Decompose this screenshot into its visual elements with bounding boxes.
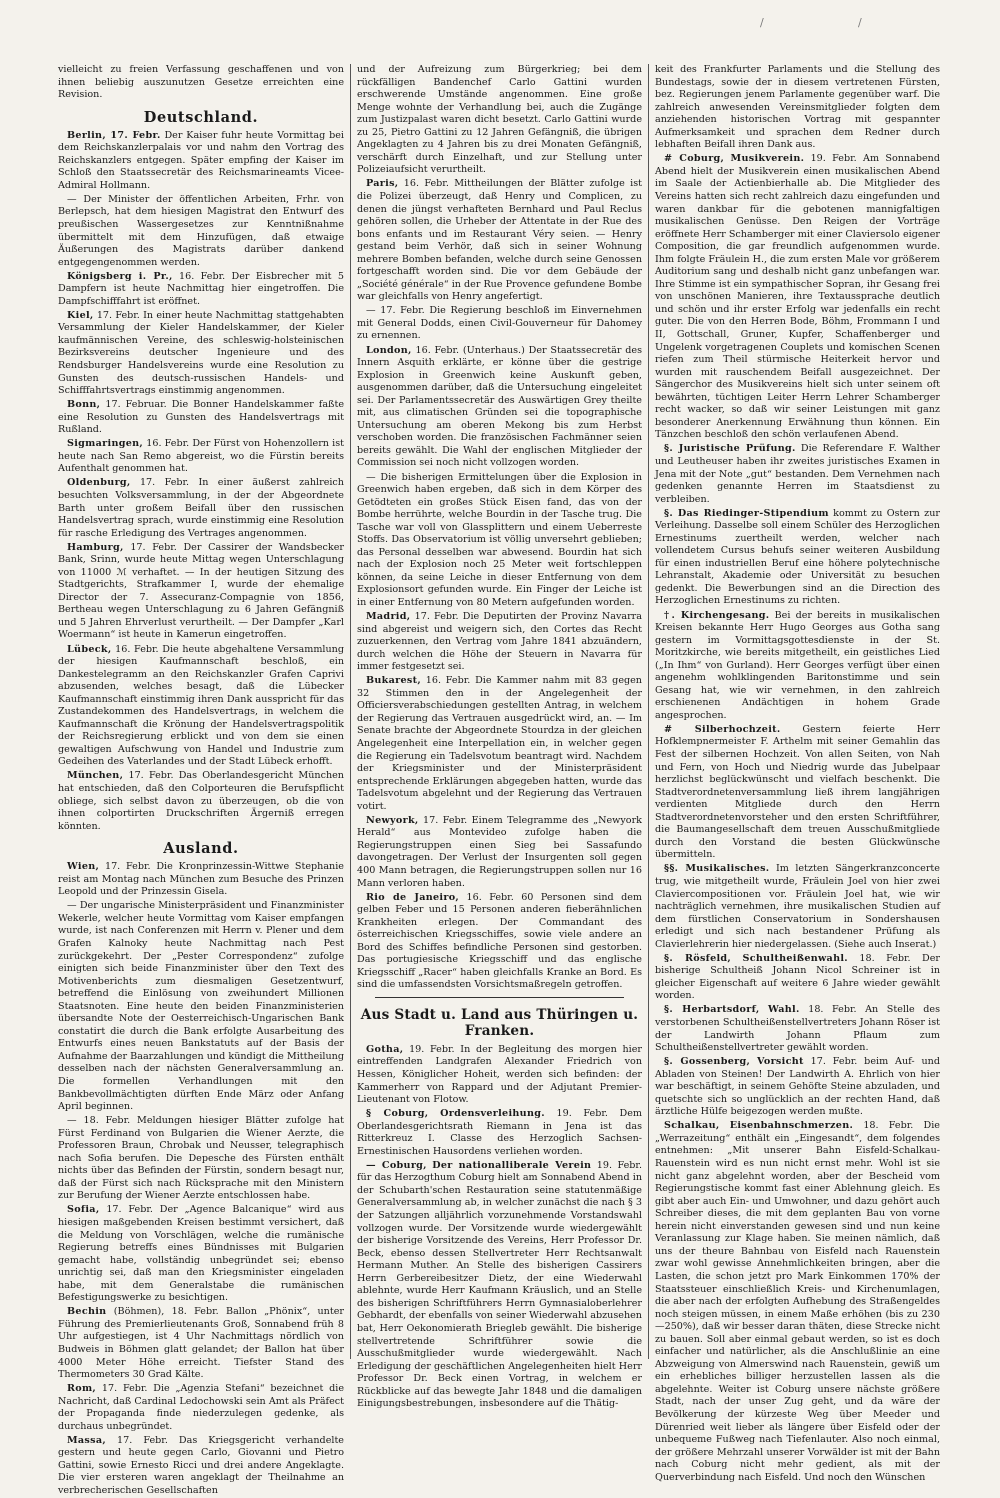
- dateline: Sigmaringen,: [67, 438, 144, 450]
- dateline: Newyork,: [366, 814, 419, 826]
- article-text: 17. Febr. Die Deputirten der Provinz Navarra sind abgereist und weigern sich, den Cortes das Recht zuzuerkennen, den Vertrag vom Jahre 1841 abzuändern, durch welchen die Höhe der Steuern in Navarra für immer festgesetzt sei.: [357, 611, 642, 673]
- article: [58, 1204, 344, 1304]
- article: [655, 153, 940, 442]
- article: [58, 271, 344, 309]
- article-headline: Musikverein.: [730, 153, 805, 165]
- dateline: Paris,: [366, 178, 399, 190]
- article: [357, 892, 642, 992]
- article: [58, 644, 344, 769]
- article-text: 16. Febr. (Unterhaus.) Der Staatssecretär des Innern Asquith erklärte, er könne über die gestrige Explosion in Greenwich keine Auskunft geben, ausgenommen darüber, daß die Untersuchung eingeleitet sei. Der Parlamentssecretär des Auswärtigen Grey theilte mit, aus climatischen Gründen sei die topographische Untersuchung am oberen Mekong bis zum Herbst verschoben worden. Die französischen Fachmänner seien bereits gewählt. Die Wahl der englischen Mitglieder der Commission sei noch nicht vollzogen worden.: [357, 344, 642, 469]
- dateline: § Coburg,: [366, 1108, 429, 1120]
- dateline: Bukarest,: [366, 675, 421, 687]
- article: [357, 1108, 642, 1158]
- article-text: 18. Febr. Die „Werrazeitung“ enthält ein „Eingesandt“, dem folgendes entnehmen: „Mit unserer Bahn Eisfeld-Schalkau-Rauenstein wird es nun nicht ernst mehr. Wohl ist sie nicht ganz abgelehnt worden, aber der Bescheid vom Regierungstische kommt fast einer Ablehnung gleich. Es gibt aber auch Ein- und Umwohner, und dazu gehört auch Schreiber dieses, die mit dem geplanten Bau von vorne herein nicht einverstanden gewesen sind und nun keine Veranlassung zur Klage haben. Sie meinen nämlich, daß uns der theure Bahnbau von Eisfeld nach Rauenstein zwar wohl gewisse Annehmlichkeiten bringen, aber die Lasten, die schon jetzt pro Mark Einkommen 170% der Staatssteuer einschließlich Kreis- und Kirchenumlagen, die aber nach der erfolgten Aufhebung des Straßengeldes noch steigen müssen, in einem Maße erhöhen (bis zu 230—250%), daß wir besser daran thäten, diese Strecke nicht zu bauen. Soll aber einmal gebaut werden, so ist es doch einfacher und natürlicher, als die Anschlußlinie an eine Abzweigung von Almerswind nach Rauenstein, gewiß um ein erhebliches billiger herzustellen lassen als die abgelehnte. Weiter ist Coburg unsere nächste größere Stadt, nach der unser Zug geht, und da wäre der Bevölkerung der kürzeste Weg über Meeder und Dürenried weit lieber als längere über Eisfeld oder der unbequeme Fußweg nach Tiefenlauter. Also noch einmal, der größere Mehrzahl unserer Vorwälder ist mit der Bahn nach Coburg nicht mehr gedient, als mit der Querverbindung nach Eisfeld. Und noch den Wünschen: [655, 1120, 940, 1483]
- article-text: 17. Febr. Das Kriegsgericht verhandelte gestern und heute gegen Carlo, Giovanni und Pietro Gattini, sowie Ernesto Ricci und drei andere Angeklagte. Die vier ersteren waren angeklagt der Theilnahme an verbrecherischen Gesellschaften: [58, 1434, 344, 1497]
- dateline: Massa,: [67, 1434, 106, 1446]
- article: [357, 1160, 642, 1411]
- article-text: 16. Febr. Der Eisbrecher mit 5 Dampfern ist heute Nachmittag hier eingetroffen. Die Dampfschifffahrt ist eröffnet.: [58, 270, 344, 307]
- article-text: Gestern feierte Herr Hofklempnermeister F. Arthelm mit seiner Gemahlin das Fest der silbernen Hochzeit. Von allen Seiten, von Nah und Fern, von Hoch und Niedrig wurde das Jubelpaar herzlichst beglückwünscht und vielfach beschenkt. Die Stadtverordnetenversammlung ließ ihrem langjährigen verdienten Mitgliede durch den Herrn Stadtverordnetenvorsteher und den ersten Schriftführer, die Baumangesellschaft dem treuen Ausschußmitgliede durch den Vorstand die besten Glückwünsche übermitteln.: [655, 723, 940, 861]
- dateline: München,: [67, 770, 124, 782]
- dateline: Rio de Janeiro,: [366, 891, 460, 903]
- article-text: 17. Febr. beim Auf- und Abladen von Steinen! Der Landwirth A. Ehrlich von hier war beschäftigt, in seinem Gehöfte Steine abzuladen, und quetschte sich so unglücklich an der rechten Hand, daß ärztliche Hülfe beigezogen werden mußte.: [655, 1056, 940, 1118]
- dateline: †. Kirchengesang.: [664, 609, 770, 621]
- article: [58, 1306, 344, 1381]
- article: [58, 1383, 344, 1433]
- section-divider: [375, 997, 624, 998]
- article-headline: Ordensverleihung.: [440, 1108, 545, 1120]
- dateline: Schalkau,: [664, 1120, 720, 1132]
- article-text: 17. Febr. Der Cassirer der Wandsbecker Bank, Srinn, wurde heute Mittag wegen Unterschlagung von 11000 ℳ verhaftet. — In der heutigen Sitzung des Stadtgerichts, Strafkammer I, wurde der ehemalige Director der 7. Assecuranz-Compagnie von 1856, Bertheau wegen Unterschlagung zu 6 Jahren Gefängniß und 5 Jahren Ehrverlust verurtheilt. — Der Dampfer „Karl Woermann“ ist heute in Kamerun eingetroffen.: [58, 541, 344, 641]
- article-text: Die Referendare F. Walther und Leutheuser haben ihr zweites juristisches Examen in Jena mit der Note „gut“ bestanden. Dem Vernehmen nach gedenken genannte Herren im Staatsdienst zu verbleiben.: [655, 443, 940, 505]
- article-text: 19. Febr. Dem Oberlandesgerichtsrath Riemann in Jena ist das Ritterkreuz I. Classe des Herzoglich Sachsen-Ernestinischen Hausordens verliehen worden.: [357, 1108, 642, 1157]
- article-text: 16. Febr. Mittheilungen der Blätter zufolge ist die Polizei überzeugt, daß Henry und Complicen, zu denen die jüngst verhafteten Bernhard und Paul Reclus gehören sollen, die Urheber der Attentate in der Rue des bons enfants und im Restaurant Véry seien. — Henry gestand beim Verhör, daß sich in seiner Wohnung mehrere Bomben befanden, welche durch seine Genossen fortgeschafft worden sind. Die vor dem Gebäude der „Société générale“ in der Rue Provence gefundene Bombe war gleichfalls von Henry angefertigt.: [357, 178, 642, 303]
- column-1: [52, 64, 350, 1497]
- article: [655, 443, 940, 506]
- article-text: 16. Febr. 60 Personen sind dem gelben Feber und 15 Personen anderen fieberähnlichen Krankheiten erlegen. Der Commandant des österreichischen Kriegsschiffes, sowie viele andere an Bord des Schiffes befindliche Personen sind gestorben. Das portugiesische Kriegsschiff und das englische Kriegsschiff „Racer“ haben gleichfalls Kranke an Bord. Es sind die umfassendsten Vorsichtsmaßregeln getroffen.: [357, 891, 642, 991]
- article: [655, 1056, 940, 1119]
- article-headline: Der nationalliberale Verein: [432, 1159, 592, 1171]
- dateline: Hamburg,: [67, 541, 124, 553]
- margin-mark: /: [760, 16, 764, 29]
- article-text: Der Kaiser fuhr heute Vormittag bei dem Reichskanzlerpalais vor und nahm den Vortrag des Reichskanzlers entgegen. Später empfing der Kaiser im Schloß den Staatssecretär des Reichsmarineamts Vicee-Admiral Hollmann.: [58, 129, 344, 191]
- article: [655, 953, 940, 1003]
- article-text: 17. Febr. Einem Telegramme des „Newyork Herald“ aus Montevideo zufolge haben die Regierungstruppen einen Sieg bei Sassafundo davongetragen. Der Verlust der Insurgenten soll gegen 400 Mann betragen, die Regierungstruppen sollen nur 16 Mann verloren haben.: [357, 814, 642, 889]
- article: [357, 345, 642, 470]
- article-text: vielleicht zu freien Verfassung geschaffenen und von ihnen beliebig auszunutzen Gesetze erreichten eine Revision.: [58, 64, 344, 101]
- article-text: 17. Febr. In einer heute Nachmittag stattgehabten Versammlung der Kieler Handelskammer, der Kieler kaufmännischen Vereine, des schleswig-holsteinischen Bezirksvereins deutscher Ingenieure und des Rendsburger Handelsvereins wurde eine Resolution zu Gunsten des deutsch-russischen Handels- und Schifffahrtsvertrags einstimmig angenommen.: [58, 309, 344, 397]
- column-3: [648, 64, 946, 1483]
- article-text: (Böhmen), 18. Febr. Ballon „Phönix“, unter Führung des Premierlieutenants Groß, Sonnabend früh 8 Uhr aufgestiegen, ist 4 Uhr Nachmittags nördlich von Budweis in Böhmen glatt gelandet; der Ballon hat über 4000 Meter Höhe erreicht. Tiefster Stand des Thermometers 30 Grad Kälte.: [58, 1306, 344, 1381]
- article: — 18. Febr. Meldungen hiesiger Blätter zufolge hat Fürst Ferdinand von Bulgarien die Wiener Aerzte, die Professoren Braun, Chrobak und Neusser, telegraphisch nach Sofia berufen. Die Depesche des Fürsten enthält nichts über das Befinden der Fürstin, sondern besagt nur, daß der Fürst sich nach Rücksprache mit den Ministern zur Berufung der Wiener Aerzte entschlossen habe.: [58, 1115, 344, 1202]
- dateline: Rom,: [67, 1383, 97, 1395]
- column-2: [350, 64, 648, 1410]
- article: [357, 611, 642, 674]
- article: [58, 399, 344, 437]
- article: [655, 610, 940, 723]
- article: [58, 542, 344, 642]
- dateline: Gotha,: [366, 1043, 404, 1055]
- dateline: # Silberhochzeit.: [664, 723, 781, 735]
- article: — 17. Febr. Die Regierung beschloß im Einvernehmen mit General Dodds, einen Civil-Gouverneur für Dahomey zu ernennen.: [357, 305, 642, 342]
- dateline: — Coburg,: [366, 1159, 427, 1171]
- dateline: §. Herbartsdorf,: [664, 1004, 760, 1016]
- article-headline: Schultheißenwahl.: [742, 952, 848, 964]
- section-heading-deutschland: Deutschland.: [143, 108, 259, 126]
- article: [357, 178, 642, 303]
- article-text: und der Aufreizung zum Bürgerkrieg; bei dem rückfälligen Bandenchef Carlo Gattini wurden erschwerende Umstände angenommen. Eine große Menge wohnte der Verhandlung bei, auch die Zugänge zum Justizpalast waren dicht besetzt. Carlo Gattini wurde zu 25, Pietro Gattini zu 12 Jahren Gefängniß, die übrigen Angeklagten zu 4 Jahren bis zu drei Monaten Gefängniß, verschärft durch Einzelhaft, und zur Stellung unter Polizeiaufsicht verurtheilt.: [357, 64, 642, 176]
- dateline: Wien,: [67, 861, 100, 873]
- article: [655, 724, 940, 862]
- article-text: 18. Febr. An Stelle des verstorbenen Schultheißenstellvertreters Johann Röser ist der Landwirth Johann Pflaum zum Schultheißenstellvertreter gewählt worden.: [655, 1004, 940, 1054]
- dateline: §. Juristische Prüfung.: [664, 443, 796, 455]
- article-text: 19. Febr. Am Sonnabend Abend hielt der Musikverein einen musikalischen Abend im Saale der Actienbierhalle ab. Die Mitglieder des Vereins hatten sich recht zahlreich dazu eingefunden und waren dankbar für die gebotenen mannigfaltigen musikalischen Genüsse. Den Reigen der Vorträge eröffnete Herr Schamberger mit einer Claviersolo eigener Composition, die gar freundlich aufgenommen wurde. Ihm folgte Fräulein H., die zum ersten Male vor größerem Auditorium sang und deshalb nicht ganz unbefangen war. Ihre Stimme ist ein sympathischer Sopran, ihr Gesang frei von unschönen Manieren, ihre Textaussprache deutlich und schön und ihr erster Erfolg war jedenfalls ein recht guter. Die von den Herren Bode, Böhm, Frommann I und II, Gottschall, Gruner, Kupfer, Schaffenberger und Ungelenk vorgetragenen Couplets und komischen Scenen riefen zum Theil stürmische Heiterkeit hervor und wurden mit rauschendem Beifall ausgezeichnet. Der Sängerchor des Musikvereins hielt sich unter seinem oft bewährten, tüchtigen Leiter Herrn Lehrer Schamberger recht wacker, so daß wir seiner Leistungen mit ganz besonderer Anerkennung Erwähnung thun können. Ein Tänzchen beschloß den schön verlaufenen Abend.: [655, 153, 940, 441]
- article-headline: Eisenbahnschmerzen.: [729, 1120, 854, 1132]
- dateline: §§. Musikalisches.: [664, 863, 770, 875]
- dateline: Oldenburg,: [67, 477, 131, 489]
- article-text: 17. Febr. Der „Agence Balcanique“ wird aus hiesigen maßgebenden Kreisen bestimmt versichert, daß die Meldung von Vorschlägen, welche die rumänische Regierung betreffs eines Bündnisses mit Bulgarien gemacht habe, vollständig unbegründet sei; ebenso unrichtig sei, daß man den Kriegsminister eingeladen habe, mit dem Generalstabe die rumänischen Befestigungswerke zu besichtigen.: [58, 1204, 344, 1304]
- article: [58, 477, 344, 540]
- article-text: 16. Febr. Der Fürst von Hohenzollern ist heute nach San Remo abgereist, wo die Fürstin bereits Aufenthalt genommen hat.: [58, 438, 344, 475]
- article: [357, 815, 642, 890]
- article-text: 16. Febr. Die Kammer nahm mit 83 gegen 32 Stimmen den in der Angelegenheit der Officiersverabschiedungen gestellten Antrag, in welchem der Regierung das Vertrauen ausgedrückt wird, an. — Im Senate brachte der Abgeordnete Stourdza in der gleichen Angelegenheit eine Interpellation ein, in welcher gegen die Regierung ein Tadelsvotum beantragt wird. Nachdem der Kriegsminister und der Ministerpräsident entsprechende Erklärungen abgegeben hatten, wurde das Tadelsvotum abgelehnt und der Regierung das Vertrauen votirt.: [357, 675, 642, 812]
- article: [58, 130, 344, 193]
- article: [655, 1004, 940, 1054]
- dateline: Bonn,: [67, 399, 101, 411]
- margin-mark: /: [858, 16, 862, 29]
- article: [58, 1435, 344, 1498]
- article: [58, 310, 344, 398]
- article-text: 17. Febr. Die „Agenzia Stefani“ bezeichnet die Nachricht, daß Cardinal Ledochowski sein Amt als Präfect der Propaganda finde niederzulegen gedenke, als durchaus unbegründet.: [58, 1383, 344, 1432]
- dateline: # Coburg,: [664, 153, 725, 165]
- article: — Der Minister der öffentlichen Arbeiten, Frhr. von Berlepsch, hat dem hiesigen Magistrat den Entwurf des preußischen Wassergesetzes zur Kenntnißnahme übermittelt mit dem Hinzufügen, daß etwaige Äußerungen des Magistrats darüber dankend entgegengenommen werden.: [58, 193, 344, 268]
- article-headline: Vorsicht: [757, 1056, 804, 1068]
- article-text: Bei der bereits in musikalischen Kreisen bekannte Herr Hugo Georges aus Gotha sang gestern im Vormittagsgottesdienste in der St. Moritzkirche, wie bereits mitgetheilt, ein geistliches Lied („In Ihm“ von Gurland). Herr Georges verfügt über einen angenehm wohlklingenden Baritonstimme und sein Gesang hat, wie wir vernehmen, in den zahlreich erschienenen Andächtigen in hohem Grade angesprochen.: [655, 609, 940, 721]
- article-text: 19. Febr. für das Herzogthum Coburg hielt am Sonnabend Abend in der Schubarth'schen Restauration seine statutenmäßige Generalversammlung ab, in welcher zunächst die nach § 3 der Satzungen alljährlich vorzunehmende Vorstandswahl vollzogen wurde. Der Vorsitzende wurde wiedergewählt der bisherige Vorsitzende des Vereins, Herr Professor Dr. Beck, ebenso dessen Stellvertreter Herr Rechtsanwalt Hermann Muther. An Stelle des bisherigen Cassirers Herrn Gerbereibesitzer Dietz, der eine Wiederwahl ablehnte, wurde Herr Kaufmann Kräuslich, und an Stelle des bisherigen Schriftführers Herrn Gymnasialoberlehrer Gebhardt, der ebenfalls von seiner Wiederwahl abzusehen bat, Herr Oekonomierath Briegleb gewählt. Die bisherige stellvertretende Schriftführer sowie die Ausschußmitglieder wurde wiedergewählt. Nach Erledigung der geschäftlichen Angelegenheiten hielt Herr Professor Dr. Beck einen Vortrag, in welchem er Rückblicke auf das bewegte Jahr 1848 und die damaligen Einigungsbestrebungen, insbesondere auf die Thätig-: [357, 1159, 642, 1410]
- article-text: 19. Febr. In der Begleitung des morgen hier eintreffenden Landgrafen Alexander Friedrich von Hessen, Königlicher Hoheit, werden sich befinden: der Kammerherr von Rappard und der Adjutant Premier-Lieutenant von Flotow.: [357, 1043, 642, 1106]
- article: [655, 1120, 940, 1484]
- dateline: Bechin: [67, 1306, 107, 1318]
- section-heading-ausland: Ausland.: [163, 840, 239, 858]
- article-text: Im letzten Sängerkranzconcerte trug, wie mitgetheilt wurde, Fräulein Joel von hier zwei Claviercompositionen vor. Fräulein Joel hat, wie wir nachträglich vernehmen, ihre musikalischen Studien auf dem fürstlichen Conservatorium in Sondershausen erledigt und sich nach bestandener Prüfung als Clavierlehrerin hier niedergelassen. (Siehe auch Inserat.): [655, 863, 940, 950]
- dateline: Kiel,: [67, 309, 94, 321]
- article-text: kommt zu Ostern zur Verleihung. Dasselbe soll einem Schüler des Herzoglichen Ernestinums zuertheilt werden, welcher nach vollendetem Cursus behufs seiner weiteren Ausbildung für einen industriellen Beruf eine höhere polytechnische Lehranstalt, Akademie oder Universität zu besuchen gedenkt. Die Bewerbungen sind an die Direction des Herzoglichen Ernestinums zu richten.: [655, 507, 940, 607]
- dateline: §. Das Riedinger-Stipendium: [664, 507, 829, 519]
- columns: [52, 64, 970, 1497]
- article-text: 17. Febr. Das Oberlandesgericht München hat entschieden, daß den Colporteuren die Berufspflicht obliege, sich selbst davon zu überzeugen, ob die von ihnen colportirten Druckschriften Ärgerniß erregen könnten.: [58, 770, 344, 832]
- article: [58, 861, 344, 899]
- dateline: §. Rösfeld,: [664, 952, 732, 964]
- dateline: Berlin, 17. Febr.: [67, 129, 161, 141]
- dateline: Königsberg i. Pr.,: [67, 270, 173, 282]
- article-text: 17. Febr. Die Kronprinzessin-Wittwe Stephanie reist am Montag nach München zum Besuche des Prinzen Leopold und der Prinzessin Gisela.: [58, 861, 344, 898]
- article-text: 18. Febr. Der bisherige Schultheiß Johann Nicol Schreiner ist in gleicher Eigenschaft auf weitere 6 Jahre wieder gewählt worden.: [655, 952, 940, 1002]
- dateline: Madrid,: [366, 611, 411, 623]
- article: [655, 508, 940, 608]
- article-text: 16. Febr. Die heute abgehaltene Versammlung der hiesigen Kaufmannschaft beschloß, ein Dankestelegramm an den Reichskanzler Grafen Caprivi abzusenden, welches besagt, daß die Lübecker Kaufmannschaft einstimmig ihren Dank ausspricht für das Zustandekommen des Handelsvertrags, in welchem die Kaufmannschaft die Krönung der Handelsvertragspolitik der Reichsregierung erblickt und von dem sie einen gewaltigen Aufschwung von Handel und Industrie zum Gedeihen des Vaterlandes und der Stadt Lübeck erhofft.: [58, 643, 344, 768]
- article: [655, 863, 940, 951]
- article: — Der ungarische Ministerpräsident und Finanzminister Wekerle, welcher heute Vormittag vom Kaiser empfangen wurde, ist nach Conferenzen mit Herrn v. Plener und dem Grafen Kalnoky heute Nachmittag nach Pest zurückgekehrt. Der „Pester Correspondenz“ zufolge einigten sich beide Finanzminister über den Text des Motivenberichts zum diesmaligen Gesetzentwurf, betreffend die Einlösung von zweihundert Millionen Staatsnoten. Eine heute den beiden Finanzministerien übersandte Note der Oesterreichisch-Ungarischen Bank constatirt die durch die Bank erfolgte Ausarbeitung des Entwurfs eines neuen Bankstatuts auf der Basis der Aufnahme der Baarzahlungen und kündigt die Mittheilung desselben nach der nächsten Generalversammlung an. Die formellen Verhandlungen mit den Bankbevollmächtigten dürften Ende März oder Anfang April beginnen.: [58, 900, 344, 1113]
- article-text: 17. Februar. Die Bonner Handelskammer faßte eine Resolution zu Gunsten des Handelsvertrags mit Rußland.: [58, 399, 344, 436]
- dateline: Sofia,: [67, 1204, 100, 1216]
- article: [58, 438, 344, 476]
- article: [357, 1044, 642, 1107]
- article-text: 17. Febr. In einer äußerst zahlreich besuchten Volksversammlung, in der der Abgeordnete Barth unter großem Beifall über den russischen Handelsvertrag sprach, wurde einstimmig eine Resolution für rasche Erledigung des Vertrages angenommen.: [58, 477, 344, 539]
- dateline: §. Gossenberg,: [664, 1056, 751, 1068]
- article-headline: Wahl.: [768, 1004, 800, 1016]
- article: [58, 770, 344, 833]
- article: [357, 675, 642, 813]
- dateline: London,: [366, 344, 412, 356]
- article: — Die bisherigen Ermittelungen über die Explosion in Greenwich haben ergeben, daß sich in dem Körper des Getödteten ein großes Stück Eisen fand, das von der Bombe herrührte, welche Bourdin in der Tasche trug. Die Tasche war voll von Glassplittern und einem Ueberreste Stoffs. Das Observatorium ist völlig unversehrt geblieben; das Personal desselben war abwesend. Bourdin hat sich nach der Explosion noch 25 Meter weit fortschleppen können, da seine Leiche in dieser Entfernung von dem Explosionsort gefunden wurde. Ein Finger der Leiche ist in einer Entfernung von 80 Metern aufgefunden worden.: [357, 471, 642, 608]
- dateline: Lübeck,: [67, 643, 112, 655]
- article-text: keit des Frankfurter Parlaments und die Stellung des Bundestags, sowie der in diesem vertretenen Fürsten, bez. Regierungen jenem Parlamente gegenüber warf. Die zahlreich anwesenden Vereinsmitglieder folgten dem anziehenden historischen Vortrag mit gespannter Aufmerksamkeit und sprachen dem Redner durch lebhaften Beifall ihren Dank aus.: [655, 64, 940, 151]
- section-heading-regional: Aus Stadt u. Land aus Thüringen u. Franken.: [360, 1006, 639, 1039]
